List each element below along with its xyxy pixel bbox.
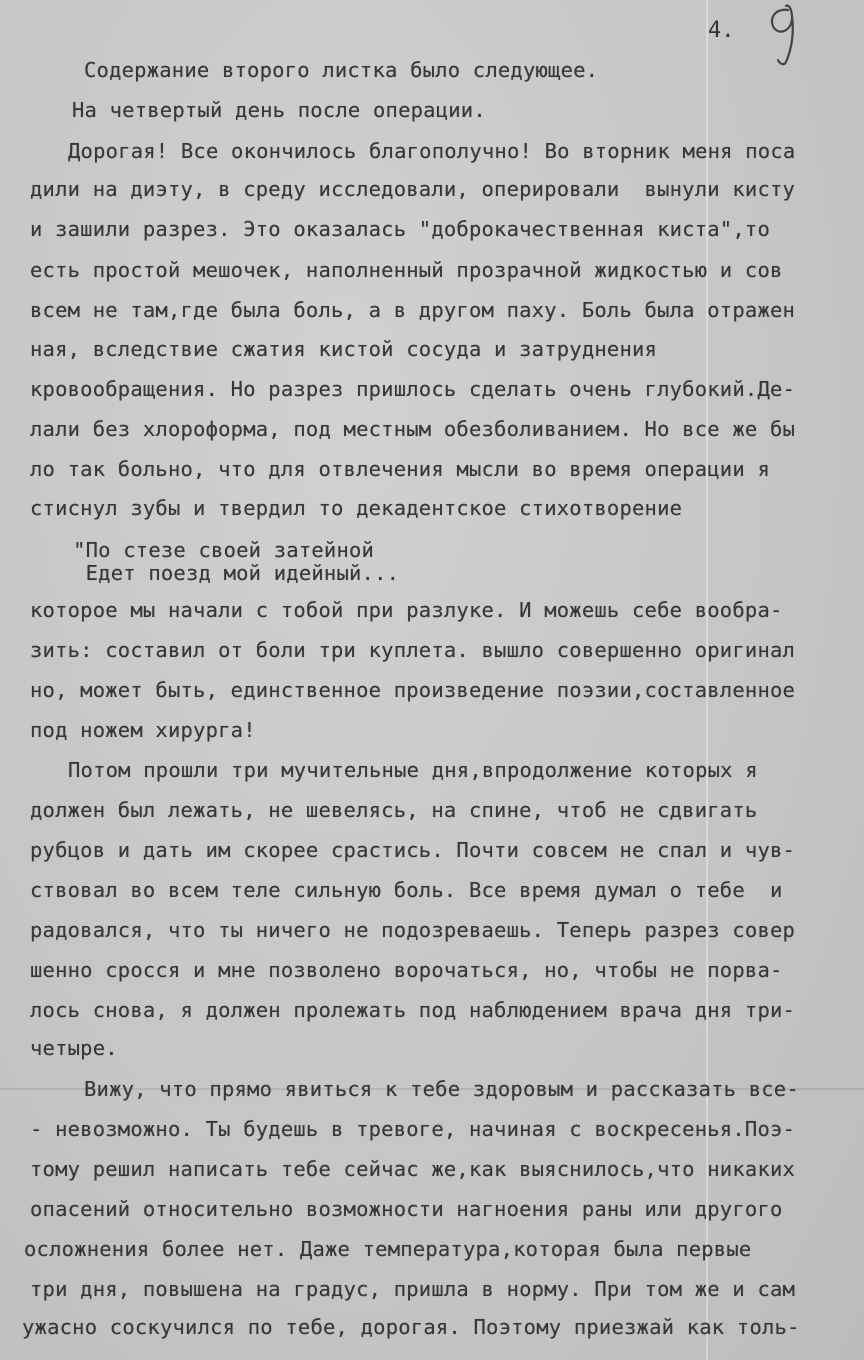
text-line: Содержание второго листка было следующее. <box>84 58 599 82</box>
text-line: ло так больно, что для отвлечения мысли во время операции я <box>30 457 770 481</box>
text-line: ствовал во всем теле сильную боль. Все время думал о тебе и <box>30 878 783 902</box>
text-line: тому решил написать тебе сейчас же,как выяснилось,что никаких <box>30 1157 796 1181</box>
text-line: но, может быть, единственное произведение поэзии,составленное <box>30 678 796 702</box>
text-line: лось снова, я должен пролежать под наблюдением врача дня три- <box>30 998 796 1022</box>
text-line: зить: составил от боли три куплета. вышло совершенно оригинал <box>30 638 796 662</box>
text-line: и зашили разрез. Это оказалась "доброкачественная киста",то <box>30 217 770 241</box>
text-line: На четвертый день после операции. <box>72 98 486 122</box>
poem-line: Едет поезд мой идейный... <box>48 561 400 585</box>
archive-number-handwritten <box>758 0 808 70</box>
text-line: дили на диэту, в среду исследовали, оперировали вынули кисту <box>30 177 796 201</box>
text-line: есть простой мешочек, наполненный прозрачной жидкостью и сов <box>30 258 783 282</box>
text-line: опасений относительно возможности нагноения раны или другого <box>30 1197 783 1221</box>
text-line: которое мы начали с тобой при разлуке. И можешь себе вообра- <box>30 598 783 622</box>
text-line: четыре. <box>30 1036 118 1060</box>
text-line: шенно сросся и мне позволено ворочаться, но, чтобы не порва- <box>30 958 783 982</box>
text-line: три дня, повышена на градус, пришла в норму. При том же и сам <box>30 1277 796 1301</box>
text-line: должен был лежать, не шевелясь, на спине, чтоб не сдвигать <box>30 798 758 822</box>
poem-line: "По стезе своей затейной <box>48 538 375 562</box>
text-line: - невозможно. Ты будешь в тревоге, начиная с воскресенья.Поэ- <box>30 1117 796 1141</box>
text-line: осложнения более нет. Даже температура,которая была первые <box>24 1237 752 1261</box>
text-line: всем не там,где была боль, а в другом паху. Боль была отражен <box>30 298 796 322</box>
text-line: рубцов и дать им скорее срастись. Почти совсем не спал и чув- <box>30 838 796 862</box>
text-line: стиснул зубы и твердил то декадентское стихотворение <box>30 496 683 520</box>
text-line: Потом прошли три мучительные дня,впродолжение которых я <box>68 758 758 782</box>
text-line: под ножем хирурга! <box>30 718 256 742</box>
text-line: радовался, что ты ничего не подозреваешь. Теперь разрез совер <box>30 918 796 942</box>
text-line: Дорогая! Все окончилось благополучно! Во вторник меня поса <box>68 139 796 163</box>
text-line: Вижу, что прямо явиться к тебе здоровым и рассказать все- <box>84 1077 799 1101</box>
text-line: ужасно соскучился по тебе, дорогая. Поэтому приезжай как толь- <box>22 1315 800 1339</box>
text-line: кровообращения. Но разрез пришлось сделать очень глубокий.Де- <box>30 377 796 401</box>
text-line: ная, вследствие сжатия кистой сосуда и затруднения <box>30 337 658 361</box>
page-number: 4. <box>708 18 735 43</box>
text-line: лали без хлороформа, под местным обезболиванием. Но все же бы <box>30 417 796 441</box>
